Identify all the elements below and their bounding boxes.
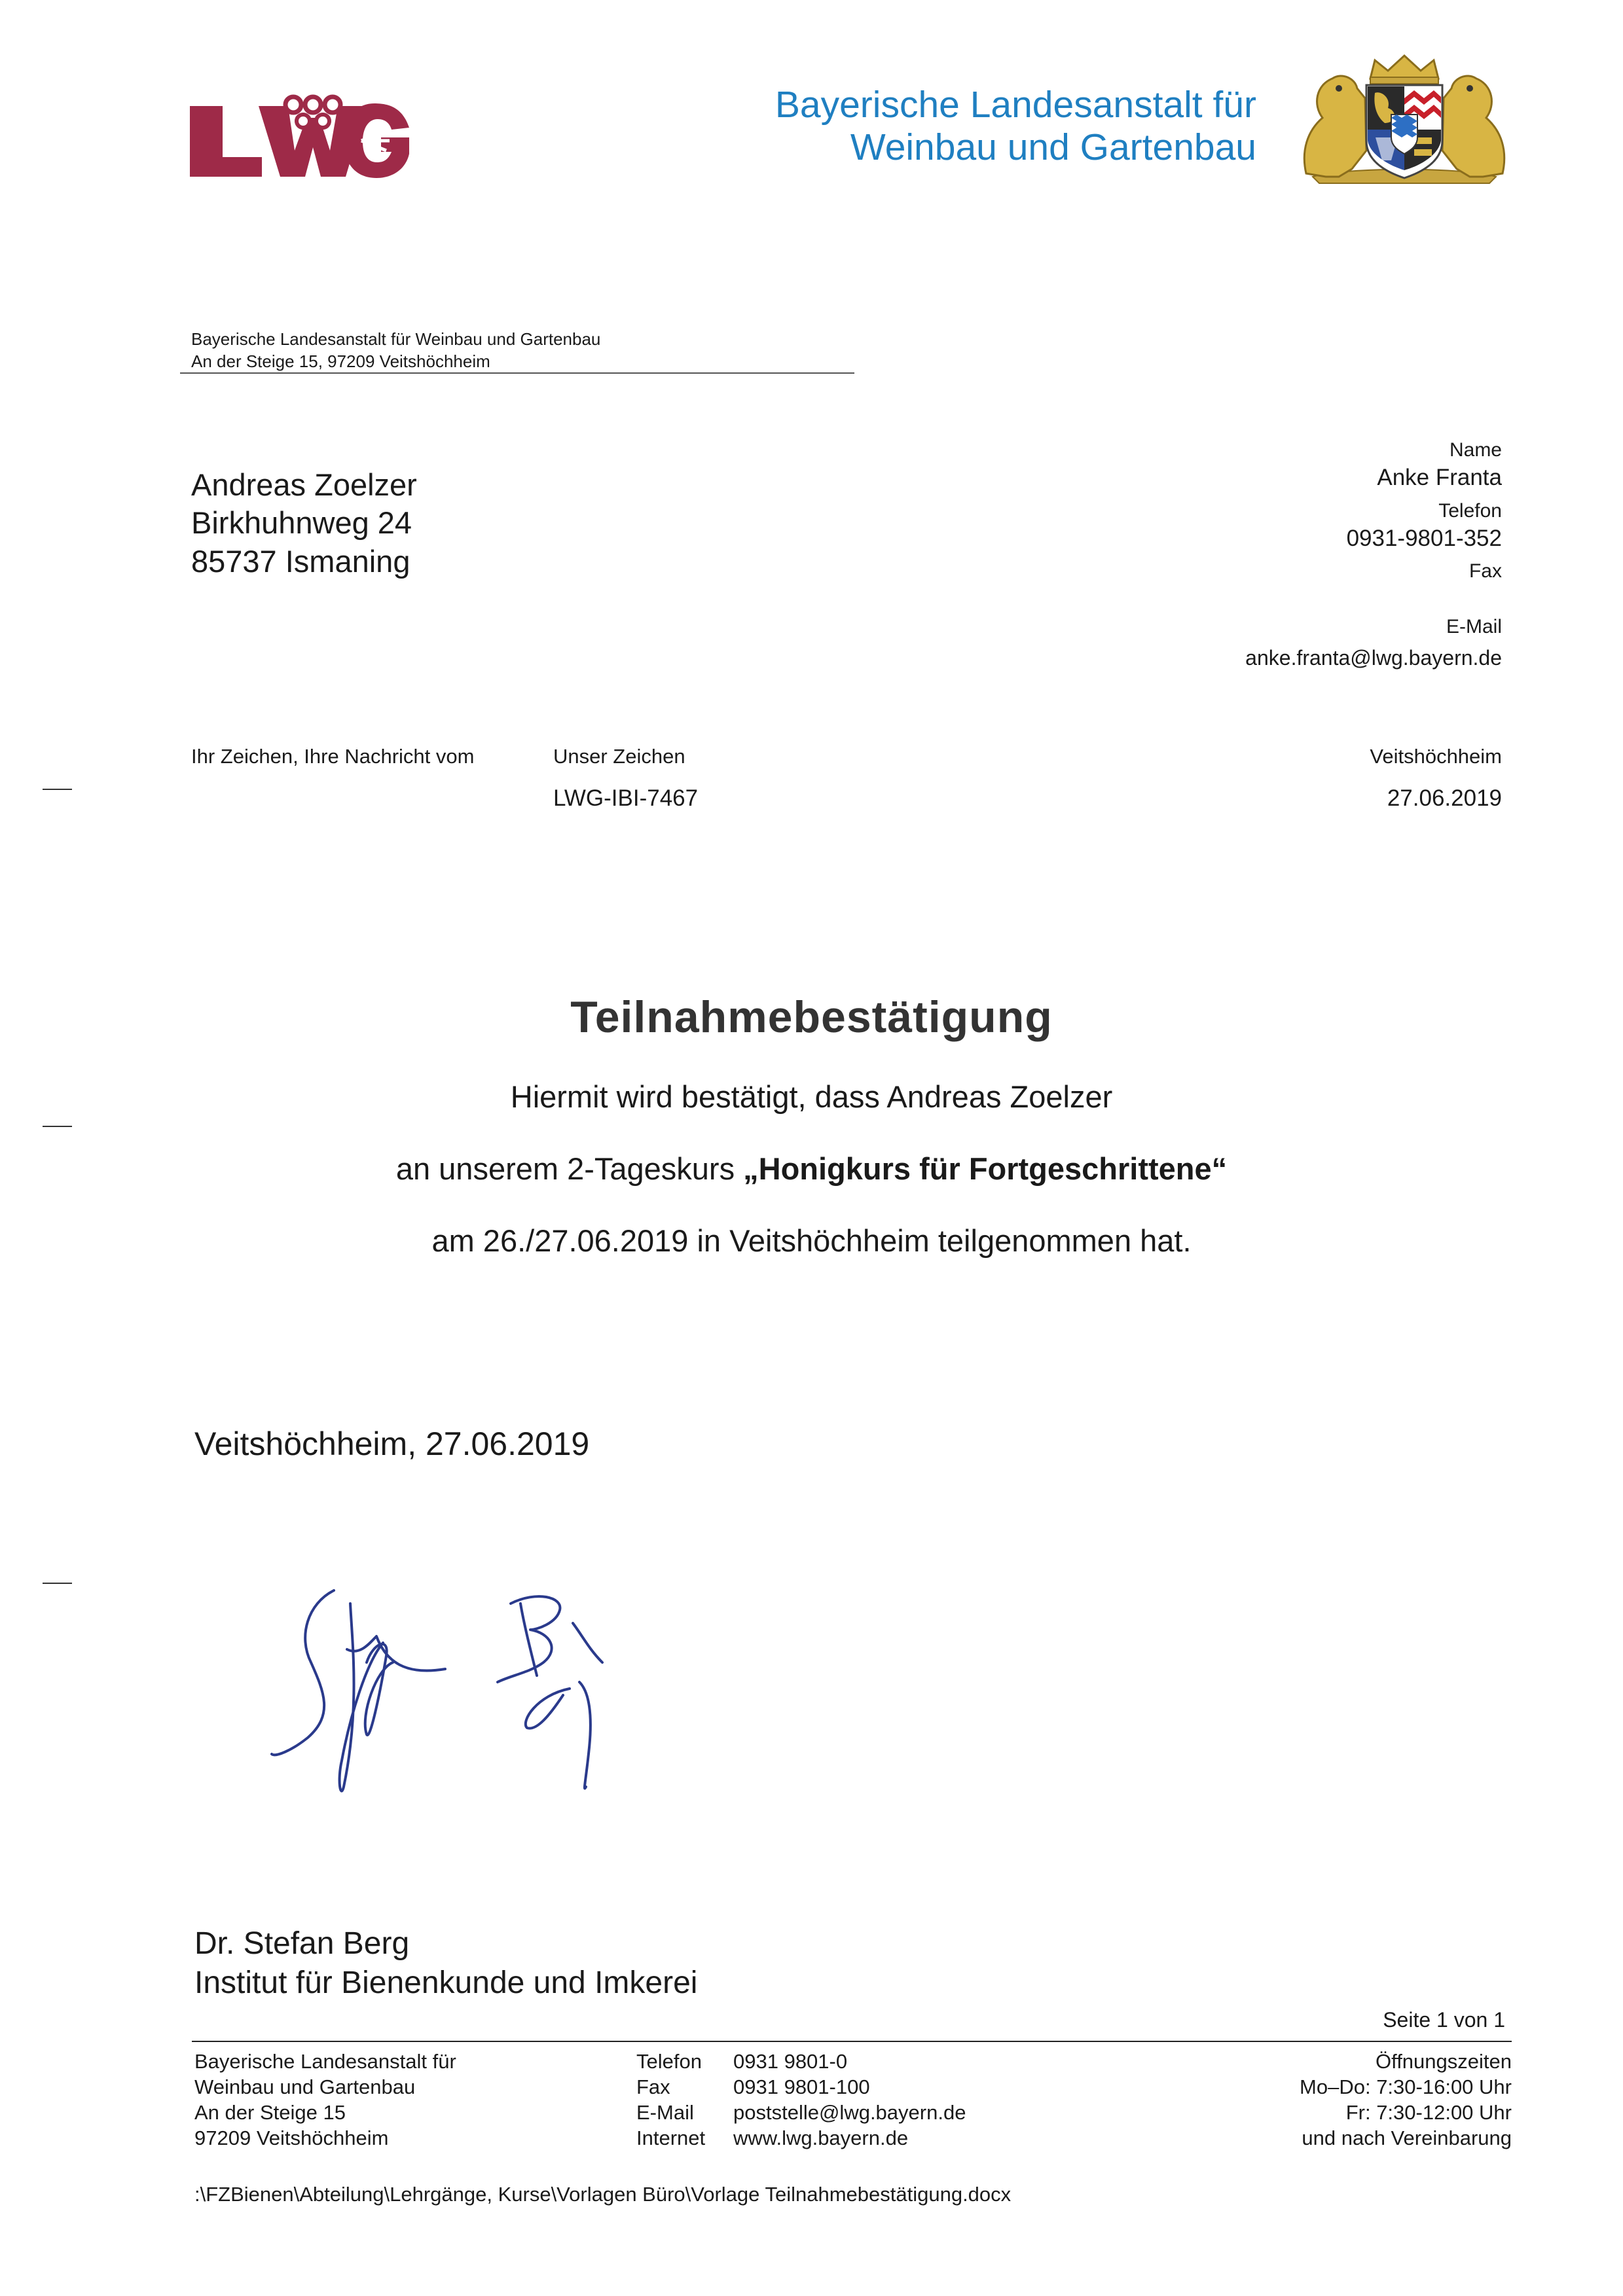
contact-fax-label: Fax — [1468, 560, 1502, 582]
course-prefix: an unserem 2-Tageskurs — [395, 1151, 744, 1186]
institution-name-line2: Weinbau und Gartenbau — [850, 126, 1256, 168]
confirmation-line1: Hiermit wird bestätigt, dass Andreas Zoelzer — [510, 1079, 1113, 1114]
their-reference-label: Ihr Zeichen, Ihre Nachricht vom — [191, 745, 475, 768]
footer-address-line: Weinbau und Gartenbau — [194, 2075, 416, 2099]
document-file-path: :\FZBienen\Abteilung\Lehrgänge, Kurse\Vorlagen Büro\Vorlage Teilnahmebestätigung.docx — [194, 2183, 1012, 2206]
sender-divider — [180, 372, 854, 374]
recipient-address — [191, 466, 417, 581]
footer-website-value: www.lwg.bayern.de — [733, 2126, 909, 2150]
letter-date: 27.06.2019 — [1387, 785, 1502, 811]
footer-hours-mo-do: Mo–Do: 7:30-16:00 Uhr — [1300, 2075, 1512, 2099]
footer-internet-label: Internet — [636, 2126, 706, 2150]
footer-email-value: poststelle@lwg.bayern.de — [733, 2101, 966, 2125]
page-number: Seite 1 von 1 — [1383, 2008, 1505, 2032]
place-label: Veitshöchheim — [1370, 745, 1502, 768]
sender-address — [191, 329, 600, 373]
sender-line1: Bayerische Landesanstalt für Weinbau und Gartenbau — [191, 329, 601, 349]
footer-address-line: An der Steige 15 — [194, 2101, 346, 2125]
recipient-street: Birkhuhnweg 24 — [191, 505, 412, 541]
fold-mark — [43, 1583, 72, 1584]
signatory-institute: Institut für Bienenkunde und Imkerei — [194, 1965, 698, 2000]
footer-fax-label: Fax — [636, 2075, 670, 2099]
course-name: „Honigkurs für Fortgeschrittene“ — [743, 1151, 1228, 1186]
contact-name-value: Anke Franta — [1377, 465, 1502, 490]
footer-address — [194, 2049, 456, 2151]
recipient-city: 85737 Ismaning — [191, 543, 410, 579]
fold-mark — [43, 789, 72, 790]
confirmation-line3: am 26./27.06.2019 in Veitshöchheim teilgenommen hat. — [431, 1223, 1192, 1258]
footer-email-label: E-Mail — [636, 2101, 694, 2125]
coat-of-arms-icon — [1293, 52, 1516, 187]
recipient-name: Andreas Zoelzer — [191, 467, 417, 502]
footer-fax-value: 0931 9801-100 — [733, 2075, 870, 2099]
footer-hours-title: Öffnungszeiten — [1376, 2050, 1512, 2073]
institution-name-line1: Bayerische Landesanstalt für — [775, 84, 1256, 126]
contact-phone-label: Telefon — [1438, 499, 1502, 522]
contact-email-value: anke.franta@lwg.bayern.de — [1245, 646, 1502, 670]
footer-phone-value: 0931 9801-0 — [733, 2050, 848, 2073]
contact-block — [1245, 437, 1502, 672]
contact-phone-value: 0931-9801-352 — [1346, 525, 1502, 551]
sender-line2: An der Steige 15, 97209 Veitshöchheim — [191, 351, 490, 371]
contact-email-label: E-Mail — [1446, 616, 1502, 637]
footer-hours-fr: Fr: 7:30-12:00 Uhr — [1345, 2101, 1512, 2125]
institution-name — [775, 84, 1256, 169]
lwg-logo — [190, 92, 412, 183]
our-reference-label: Unser Zeichen — [553, 745, 685, 768]
footer-hours-note: und nach Vereinbarung — [1302, 2126, 1512, 2150]
footer-opening-hours — [1300, 2049, 1512, 2151]
punch-mark — [43, 1126, 72, 1127]
signatory-block — [194, 1924, 697, 2002]
place-and-date: Veitshöchheim, 27.06.2019 — [194, 1426, 590, 1462]
document-title: Teilnahmebestätigung — [570, 992, 1053, 1042]
handwritten-signature — [262, 1564, 720, 1826]
footer-address-line: Bayerische Landesanstalt für — [194, 2050, 456, 2073]
footer-address-line: 97209 Veitshöchheim — [194, 2126, 389, 2150]
signatory-name: Dr. Stefan Berg — [194, 1926, 410, 1961]
contact-name-label: Name — [1449, 439, 1502, 461]
footer-phone-label: Telefon — [636, 2050, 702, 2073]
footer-contact-values — [733, 2049, 966, 2151]
our-reference-value: LWG-IBI-7467 — [553, 785, 699, 811]
footer-contact-labels — [636, 2049, 705, 2151]
confirmation-line2 — [0, 1151, 1623, 1187]
footer-divider — [192, 2041, 1512, 2042]
